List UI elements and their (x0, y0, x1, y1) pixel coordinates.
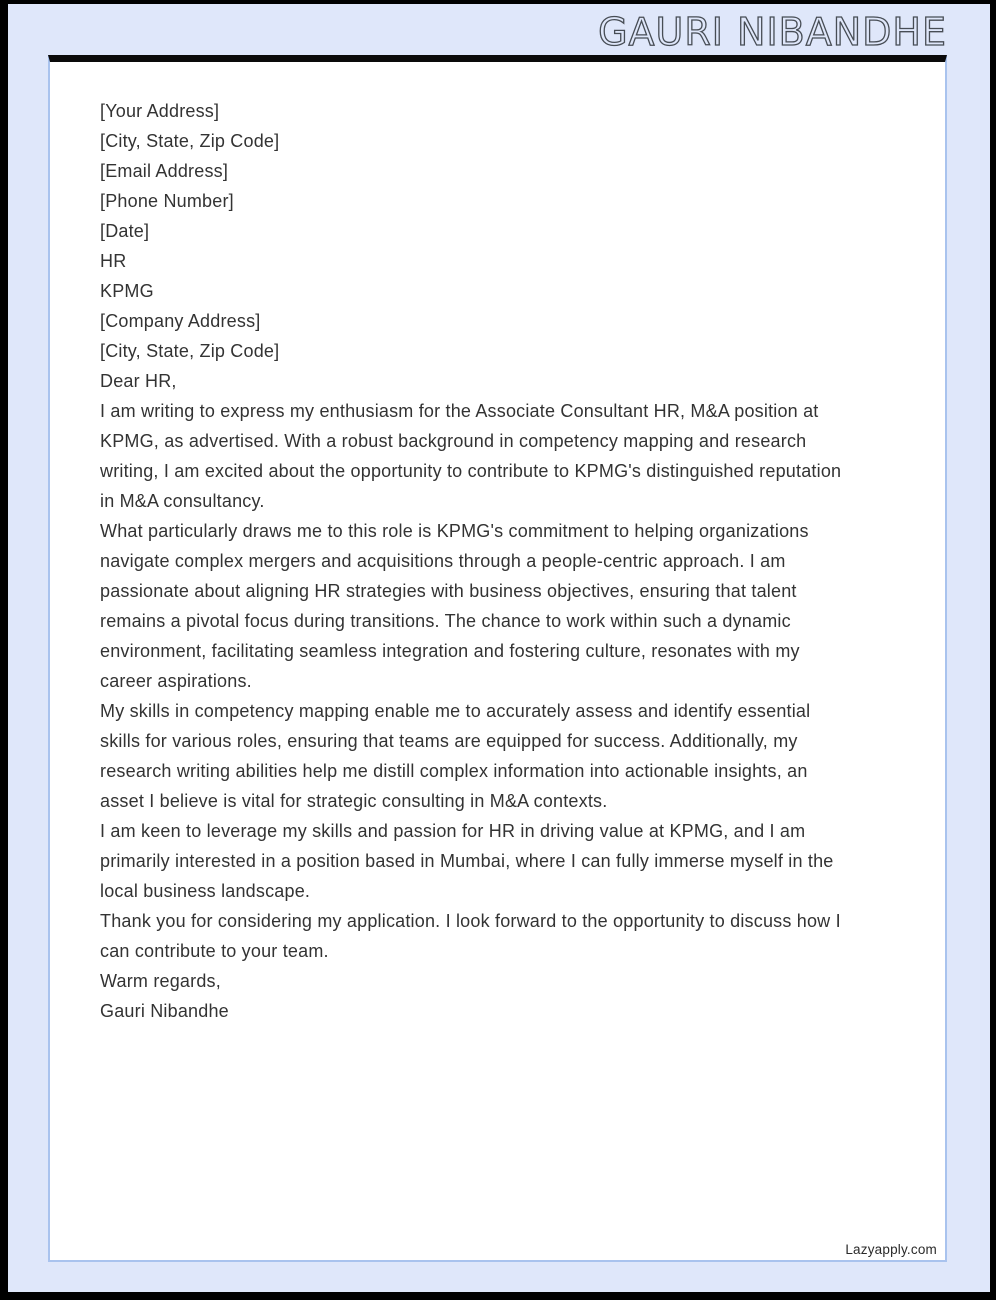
sender-line: [Your Address] (100, 101, 220, 121)
letter-content (100, 96, 842, 1026)
letter-paragraph: Thank you for considering my application. I look forward to the opportunity to discuss how I can contribute to your team. (100, 911, 841, 961)
recipient-line: KPMG (100, 281, 154, 301)
page-background (8, 4, 990, 1292)
recipient-line: [City, State, Zip Code] (100, 341, 280, 361)
header-name: GAURI NIBANDHE (598, 10, 947, 54)
signature-name: Gauri Nibandhe (100, 1001, 229, 1021)
recipient-line: HR (100, 251, 127, 271)
sender-line: [City, State, Zip Code] (100, 131, 280, 151)
recipient-line: [Company Address] (100, 311, 261, 331)
salutation: Dear HR, (100, 371, 177, 391)
letter-paragraph: What particularly draws me to this role is KPMG's commitment to helping organizations navigate complex mergers and acquisitions through a people-centric approach. I am passionate about aligning HR strategies with business objectives, ensuring that talent remains a pivotal focus during transitions. The chance to work within such a dynamic environment, facilitating seamless integration and fostering culture, resonates with my career aspirations. (100, 521, 809, 691)
letter-page (48, 55, 947, 1262)
letter-paragraph: My skills in competency mapping enable me to accurately assess and identify essential skills for various roles, ensuring that teams are equipped for success. Additionally, my research writing abilities help me distill complex information into actionable insights, an asset I believe is vital for strategic consulting in M&A contexts. (100, 701, 811, 811)
sender-line: [Phone Number] (100, 191, 234, 211)
closing-line: Warm regards, (100, 971, 221, 991)
sender-line: [Date] (100, 221, 150, 241)
letter-paragraph: I am keen to leverage my skills and passion for HR in driving value at KPMG, and I am primarily interested in a position based in Mumbai, where I can fully immerse myself in the local business landscape. (100, 821, 834, 901)
recipient-address-block (100, 246, 842, 366)
sender-address-block (100, 96, 842, 246)
watermark-text: Lazyapply.com (845, 1242, 937, 1257)
sender-line: [Email Address] (100, 161, 229, 181)
letter-paragraph: I am writing to express my enthusiasm for the Associate Consultant HR, M&A position at KPMG, as advertised. With a robust background in competency mapping and research writing, I am excited about the opportunity to contribute to KPMG's distinguished reputation in M&A consultancy. (100, 401, 842, 511)
